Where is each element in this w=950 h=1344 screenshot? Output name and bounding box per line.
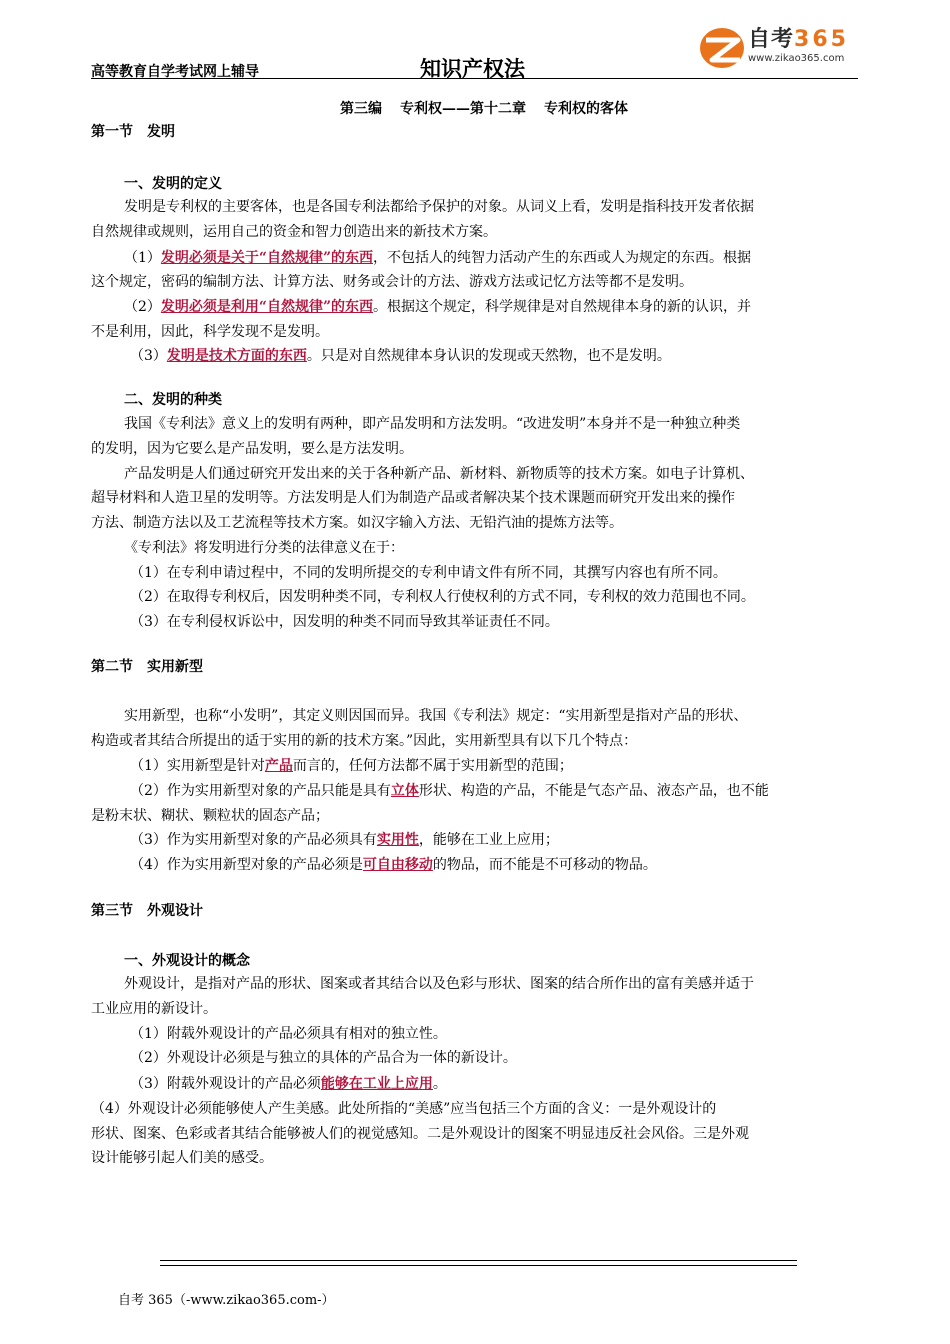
s2-item-4-highlight: 可自由移动	[362, 857, 433, 873]
s2-item-2b: 是粉末状、糊状、颗粒状的固态产品；	[91, 808, 329, 824]
s1-item-2	[124, 297, 894, 317]
header-rule	[91, 78, 858, 79]
logo-text: 自考	[748, 27, 795, 52]
s1-list-1: （1）在专利申请过程中，不同的发明所提交的专利申请文件有所不同，其撰写内容也有所不同。	[130, 565, 727, 581]
s3-item-3	[130, 1074, 900, 1094]
s1-item-2b: 不是利用，因此，科学发现不是发明。	[91, 324, 329, 340]
s3-item-3-highlight: 能够在工业上应用	[320, 1076, 433, 1092]
s1-heading-2: 二、发明的种类	[124, 392, 222, 408]
s2-item-4-pre: （4）作为实用新型对象的产品必须是	[130, 857, 363, 873]
s1-item-3-pre: （3）	[130, 348, 167, 364]
s1-item-3-post: 。只是对自然规律本身认识的发现或天然物，也不是发明。	[306, 348, 671, 364]
chapter-title: 专利权——第十二章	[400, 101, 526, 117]
s1-para-2a: 我国《专利法》意义上的发明有两种，即产品发明和方法发明。“改进发明”本身并不是一种独立种类	[124, 416, 741, 432]
s2-item-3-highlight: 实用性	[376, 832, 419, 848]
s1-heading-1: 一、发明的定义	[124, 176, 222, 192]
section-3-title: 第三节 外观设计	[91, 903, 203, 919]
s3-item-1: （1）附载外观设计的产品必须具有相对的独立性。	[130, 1026, 447, 1042]
s3-item-4a: （4）外观设计必须能够使人产生美感。此处所指的“美感”应当包括三个方面的含义：一是外观设计的	[91, 1101, 717, 1117]
s2-item-2-pre: （2）作为实用新型对象的产品只能是具有	[130, 783, 391, 799]
s2-item-1-highlight: 产品	[264, 758, 293, 774]
s1-item-2-pre: （2）	[124, 299, 161, 315]
s1-item-2-post: 。根据这个规定，科学规律是对自然规律本身的新的认识，并	[373, 299, 752, 315]
s2-item-2	[130, 781, 900, 801]
s2-para-1a: 实用新型，也称“小发明”，其定义则因国而异。我国《专利法》规定：“实用新型是指对产品的形状、	[124, 708, 748, 724]
s3-item-3-post: 。	[432, 1076, 447, 1092]
footer-rule-top	[160, 1260, 797, 1261]
s1-item-1-highlight: 发明必须是关于“自然规律”的东西	[160, 250, 374, 266]
s2-item-1-pre: （1）实用新型是针对	[130, 758, 265, 774]
s1-para-1b: 自然规律或规则，运用自己的资金和智力创造出来的新技术方案。	[91, 224, 497, 240]
s3-item-4b: 形状、图案、色彩或者其结合能够被人们的视觉感知。二是外观设计的图案不明显违反社会风俗。三是外观	[91, 1126, 749, 1142]
s3-para-1b: 工业应用的新设计。	[91, 1001, 217, 1017]
s2-item-4-post: 的物品，而不能是不可移动的物品。	[432, 857, 657, 873]
s1-para-2b: 的发明，因为它要么是产品发明，要么是方法发明。	[91, 441, 413, 457]
chapter-part: 第三编	[340, 101, 382, 117]
s1-list-2: （2）在取得专利权后，因发明种类不同，专利权人行使权利的方式不同，专利权的效力范围也不同。	[130, 589, 755, 605]
s1-para-3c: 方法、制造方法以及工艺流程等技术方案。如汉字输入方法、无铅汽油的提炼方法等。	[91, 515, 623, 531]
s3-item-4c: 设计能够引起人们美的感受。	[91, 1150, 273, 1166]
logo-wordmark	[748, 22, 849, 53]
logo-number: 365	[794, 27, 849, 52]
footer-text: 自考 365（-www.zikao365.com-）	[118, 1293, 335, 1308]
s2-item-1-post: 而言的，任何方法都不属于实用新型的范围；	[292, 758, 573, 774]
s1-item-1-pre: （1）	[124, 250, 161, 266]
s2-item-2-highlight: 立体	[390, 783, 419, 799]
s2-item-4	[130, 855, 900, 875]
s1-item-2-highlight: 发明必须是利用“自然规律”的东西	[160, 299, 374, 315]
logo-url: www.zikao365.com	[748, 53, 845, 64]
s3-item-2: （2）外观设计必须是与独立的具体的产品合为一体的新设计。	[130, 1050, 517, 1066]
s1-para-3a: 产品发明是人们通过研究开发出来的关于各种新产品、新材料、新物质等的技术方案。如电子计算机、	[124, 466, 754, 482]
s1-item-1	[124, 248, 894, 268]
s2-item-3	[130, 830, 900, 850]
chapter-heading	[0, 98, 950, 118]
section-2-title: 第二节 实用新型	[91, 659, 203, 675]
s2-item-1	[130, 756, 900, 776]
s1-item-3	[130, 346, 900, 366]
chapter-subtitle: 专利权的客体	[544, 101, 628, 117]
s2-item-3-pre: （3）作为实用新型对象的产品必须具有	[130, 832, 377, 848]
s1-list-3: （3）在专利侵权诉讼中，因发明的种类不同而导致其举证责任不同。	[130, 614, 559, 630]
s2-para-1b: 构造或者其结合所提出的适于实用的新的技术方案。”因此，实用新型具有以下几个特点：	[91, 733, 638, 749]
s3-heading-1: 一、外观设计的概念	[124, 953, 250, 969]
s1-item-3-highlight: 发明是技术方面的东西	[166, 348, 307, 364]
header-title: 知识产权法	[420, 56, 525, 81]
s1-para-3b: 超导材料和人造卫星的发明等。方法发明是人们为制造产品或者解决某个技术课题而研究开发出来的操作	[91, 490, 735, 506]
footer-rule-bottom	[160, 1265, 797, 1266]
s3-para-1a: 外观设计，是指对产品的形状、图案或者其结合以及色彩与形状、图案的结合所作出的富有美感并适于	[124, 976, 754, 992]
s2-item-3-post: ，能够在工业上应用；	[418, 832, 559, 848]
s1-item-1-post: ，不包括人的纯智力活动产生的东西或人为规定的东西。根据	[373, 250, 752, 266]
s3-item-3-pre: （3）附载外观设计的产品必须	[130, 1076, 321, 1092]
header-left-text: 高等教育自学考试网上辅导	[91, 64, 259, 80]
section-1-title: 第一节 发明	[91, 124, 175, 140]
s1-item-1b: 这个规定，密码的编制方法、计算方法、财务或会计的方法、游戏方法或记忆方法等都不是发明。	[91, 274, 693, 290]
s1-para-4: 《专利法》将发明进行分类的法律意义在于：	[124, 540, 404, 556]
s2-item-2-post: 形状、构造的产品，不能是气态产品、液态产品，也不能	[418, 783, 769, 799]
s1-para-1a: 发明是专利权的主要客体，也是各国专利法都给予保护的对象。从词义上看，发明是指科技开发者依据	[124, 199, 754, 215]
